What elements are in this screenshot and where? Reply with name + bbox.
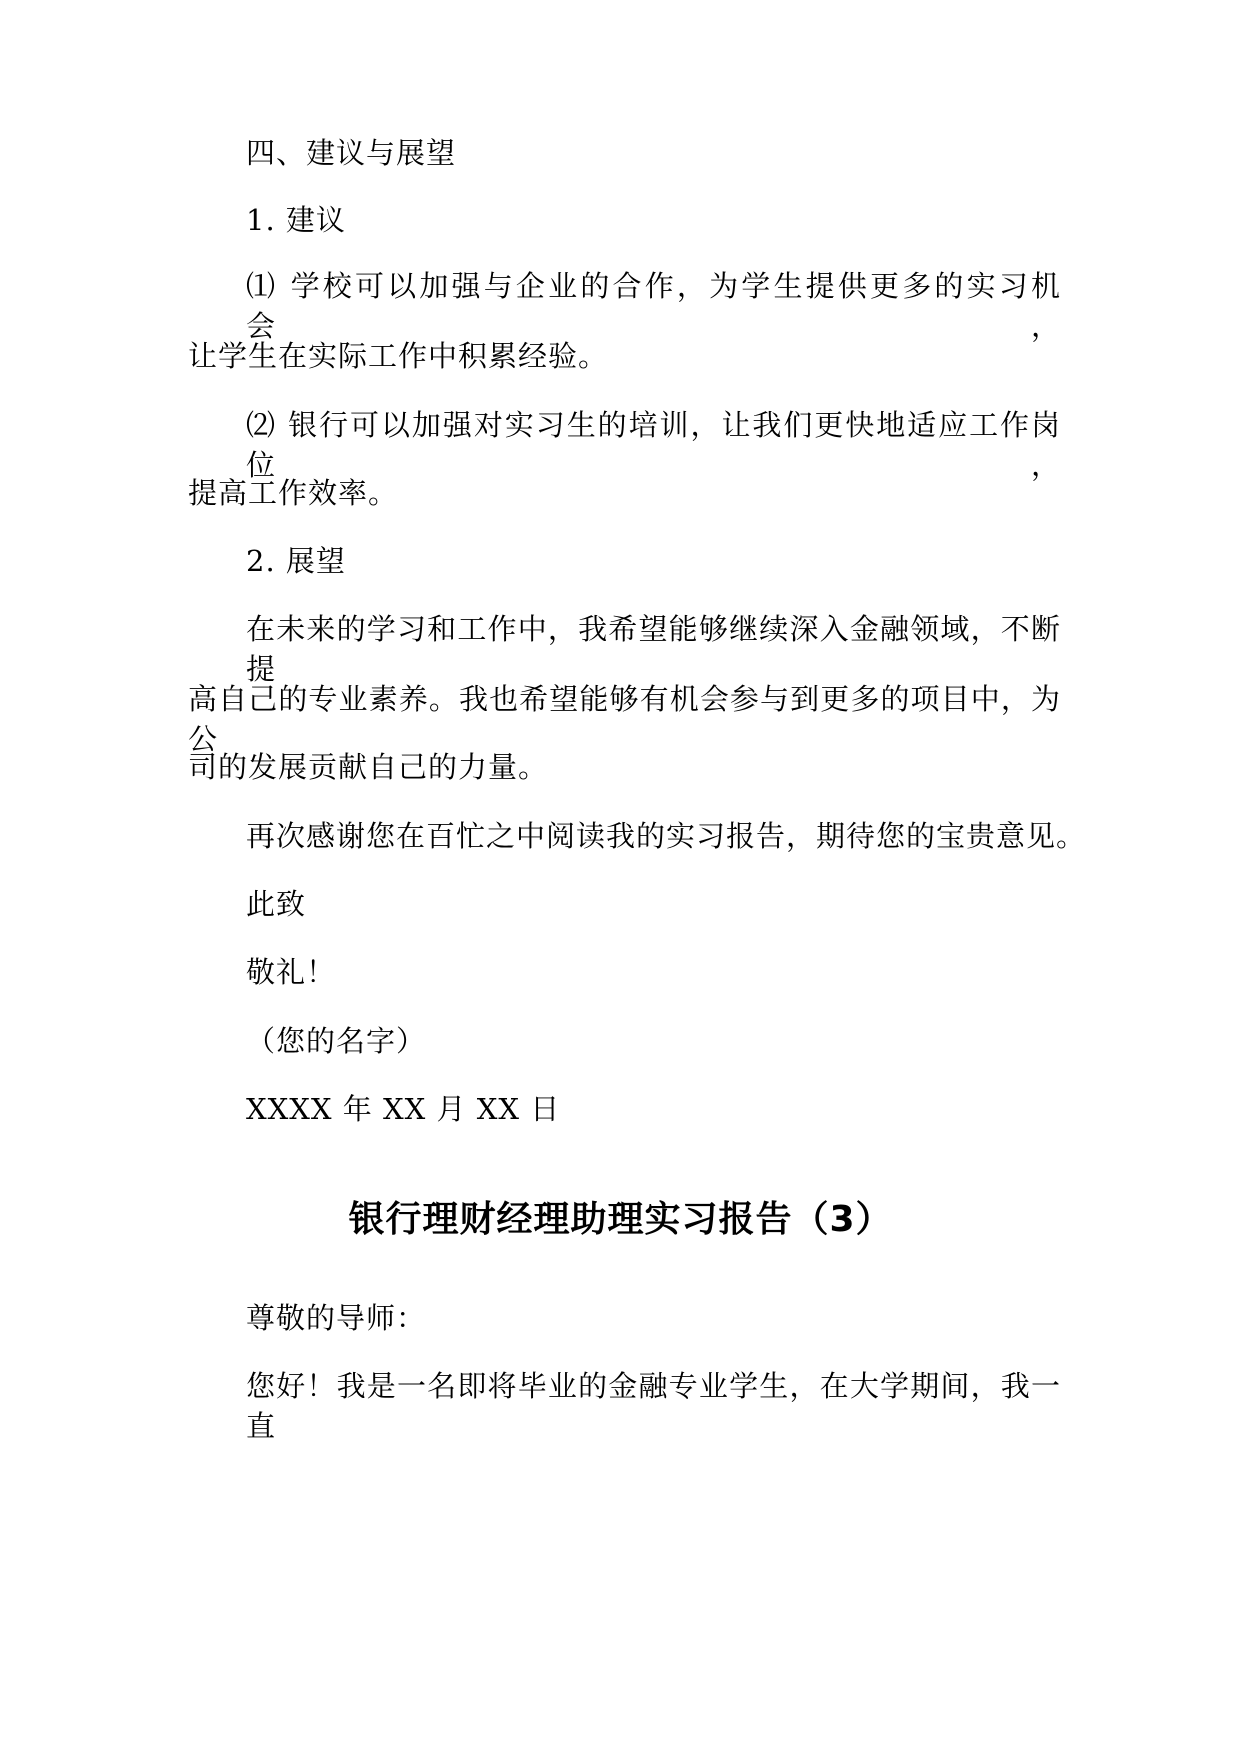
- closing-line-1: 此致: [246, 887, 307, 921]
- outlook-line-1: 在未来的学习和工作中，我希望能够继续深入金融领域，不断提: [246, 612, 1061, 686]
- closing-line-2: 敬礼！: [246, 955, 337, 989]
- salutation: 尊敬的导师：: [246, 1301, 427, 1335]
- suggestion-1-line-2: 让学生在实际工作中积累经验。: [188, 339, 609, 373]
- suggestion-2-line-2: 提高工作效率。: [188, 476, 399, 510]
- outlook-heading: 2. 展望: [246, 544, 346, 578]
- intro-line-1: 您好！我是一名即将毕业的金融专业学生，在大学期间，我一直: [246, 1369, 1061, 1443]
- date-line: XXXX 年 XX 月 XX 日: [246, 1092, 561, 1126]
- signature-placeholder: （您的名字）: [246, 1024, 427, 1058]
- suggestions-heading: 1. 建议: [246, 203, 346, 237]
- outlook-line-3: 司的发展贡献自己的力量。: [188, 750, 549, 784]
- report-3-title: 银行理财经理助理实习报告（3）: [348, 1199, 893, 1240]
- thanks-paragraph: 再次感谢您在百忙之中阅读我的实习报告，期待您的宝贵意见。: [246, 819, 1087, 853]
- suggestion-1-line-1: ⑴ 学校可以加强与企业的合作，为学生提供更多的实习机会，: [246, 269, 1061, 343]
- section-heading: 四、建议与展望: [246, 136, 457, 170]
- suggestion-2-line-1: ⑵ 银行可以加强对实习生的培训，让我们更快地适应工作岗位，: [246, 408, 1061, 482]
- outlook-line-2: 高自己的专业素养。我也希望能够有机会参与到更多的项目中，为公: [188, 682, 1061, 756]
